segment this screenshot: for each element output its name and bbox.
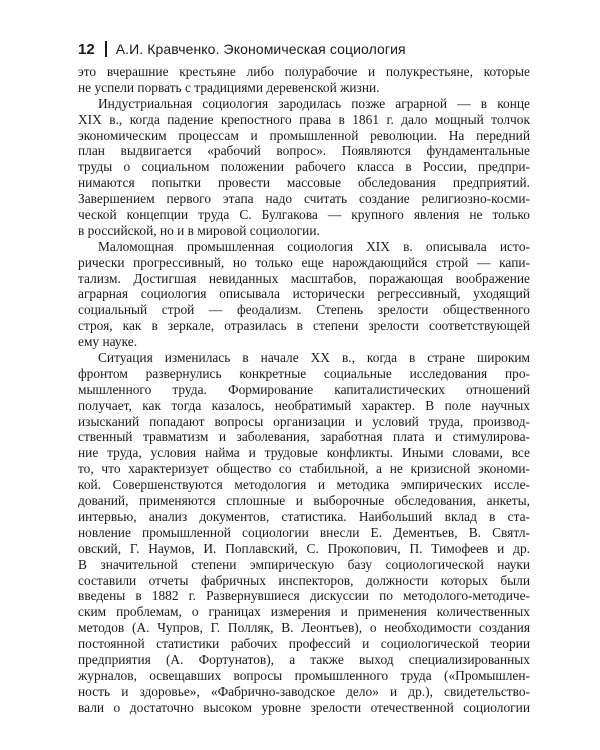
text-line: план выдвигается «рабочий вопрос». Появляются фундаментальные bbox=[78, 143, 530, 159]
paragraph bbox=[78, 96, 530, 239]
text-line: ние труда, условия найма и трудовые конфликты. Иными словами, все bbox=[78, 445, 530, 461]
text-line: составили отчеты фабричных инспекторов, должности которых были bbox=[78, 572, 530, 588]
text-line: ственный травматизм и заболевания, заработная плата и стимулирова- bbox=[78, 429, 530, 445]
text-line: дований, применяются сплошные и выборочные обследования, анкеты, bbox=[78, 493, 530, 509]
text-line: овский, Г. Наумов, И. Поплавский, С. Прокопович, П. Тимофеев и др. bbox=[78, 540, 530, 556]
text-line: в российской, но и в мировой социологии. bbox=[78, 222, 320, 238]
text-line: кой. Совершенствуются методология и методика эмпирических иссле- bbox=[78, 477, 530, 493]
text-line: Маломощная промышленная социология XIX в. описывала истo- bbox=[98, 238, 530, 254]
text-line: труды о социальном положении рабочего класса в России, предпри- bbox=[78, 159, 530, 175]
text-line: строя, как в зеркале, отразилась в степени зрелости соответствующей bbox=[78, 318, 530, 334]
text-line: ность и здоровье», «Фабрично-заводское дело» и др.), свидетельство- bbox=[78, 683, 530, 699]
page-number: 12 bbox=[78, 40, 95, 58]
text-line: не успели порвать с традициями деревенской жизни. bbox=[78, 79, 380, 95]
text-line: ческой концепции труда С. Булгакова — крупного явления не только bbox=[78, 207, 530, 223]
text-line: аграрная социология описывала исторически регрессивный, уходящий bbox=[78, 286, 530, 302]
text-line: Завершением первого этапа надо считать создание религиозно-косми- bbox=[78, 191, 530, 207]
text-line: В значительной степени эмпирическую базу социологической науки bbox=[78, 556, 530, 572]
text-line: постоянной статистики рабочих профессий и социологической теории bbox=[78, 636, 530, 652]
text-line: Ситуация изменилась в начале XX в., когда в стране широким bbox=[98, 350, 530, 366]
text-line: предприятия (А. Фортунатов), а также выход специализированных bbox=[78, 651, 530, 667]
text-line: введены в 1882 г. Развернувшиеся дискуссии по методолого-методиче- bbox=[78, 588, 530, 604]
text-line: фронтом развернулись конкретные социальные исследования про- bbox=[78, 365, 530, 381]
text-line: получает, как тогда казалось, необратимый характер. В поле научных bbox=[78, 397, 530, 413]
text-line: журналов, освещавших вопросы промышленного труда («Промышлен- bbox=[78, 667, 530, 683]
text-line: то, что характеризует общество со стабильной, а не кризисной экономи- bbox=[78, 461, 530, 477]
text-line: ским проблемам, о границах измерения и применения количественных bbox=[78, 604, 530, 620]
running-head-title: А.И. Кравченко. Экономическая социология bbox=[115, 41, 406, 57]
text-line: это вчерашние крестьяне либо полурабочие и полукрестьяне, которые bbox=[78, 64, 530, 79]
paragraph bbox=[78, 64, 530, 96]
text-line: тализм. Достигшая невиданных масштабов, поражающая воображение bbox=[78, 270, 530, 286]
body-text bbox=[78, 64, 530, 716]
paragraph bbox=[78, 350, 530, 715]
text-line: вали о достаточно высоком уровне зрелости отечественной социологии bbox=[78, 699, 530, 715]
text-line: экономическим процессам и промышленной революции. На передний bbox=[78, 127, 530, 143]
text-line: XIX в., когда падение крепостного права в 1861 г. дало мощный толчок bbox=[78, 111, 530, 127]
text-line: нимаются попытки провести массовые обследования предприятий. bbox=[78, 175, 530, 191]
text-line: социальный строй — феодализм. Степень зрелости общественного bbox=[78, 302, 530, 318]
text-line: рически прогрессивный, но только еще нарождающийся строй — капи- bbox=[78, 254, 530, 270]
text-line: новление промышленной социологии внесли Е. Дементьев, В. Святл- bbox=[78, 524, 530, 540]
text-line: Индустриальная социология зародилась позже аграрной — в конце bbox=[98, 95, 530, 111]
text-line: ему науке. bbox=[78, 334, 138, 350]
text-line: интервью, анализ документов, статистика. Наибольший вклад в ста- bbox=[78, 508, 530, 524]
text-line: мышленного труда. Формирование капиталистических отношений bbox=[78, 381, 530, 397]
text-line: изысканий попадают вопросы организации и условий труда, производ- bbox=[78, 413, 530, 429]
header-separator bbox=[105, 41, 107, 57]
paragraph bbox=[78, 239, 530, 350]
running-head bbox=[78, 38, 528, 60]
text-line: методов (А. Чупров, Г. Полляк, В. Леонтьев), о необходимости создания bbox=[78, 620, 530, 636]
